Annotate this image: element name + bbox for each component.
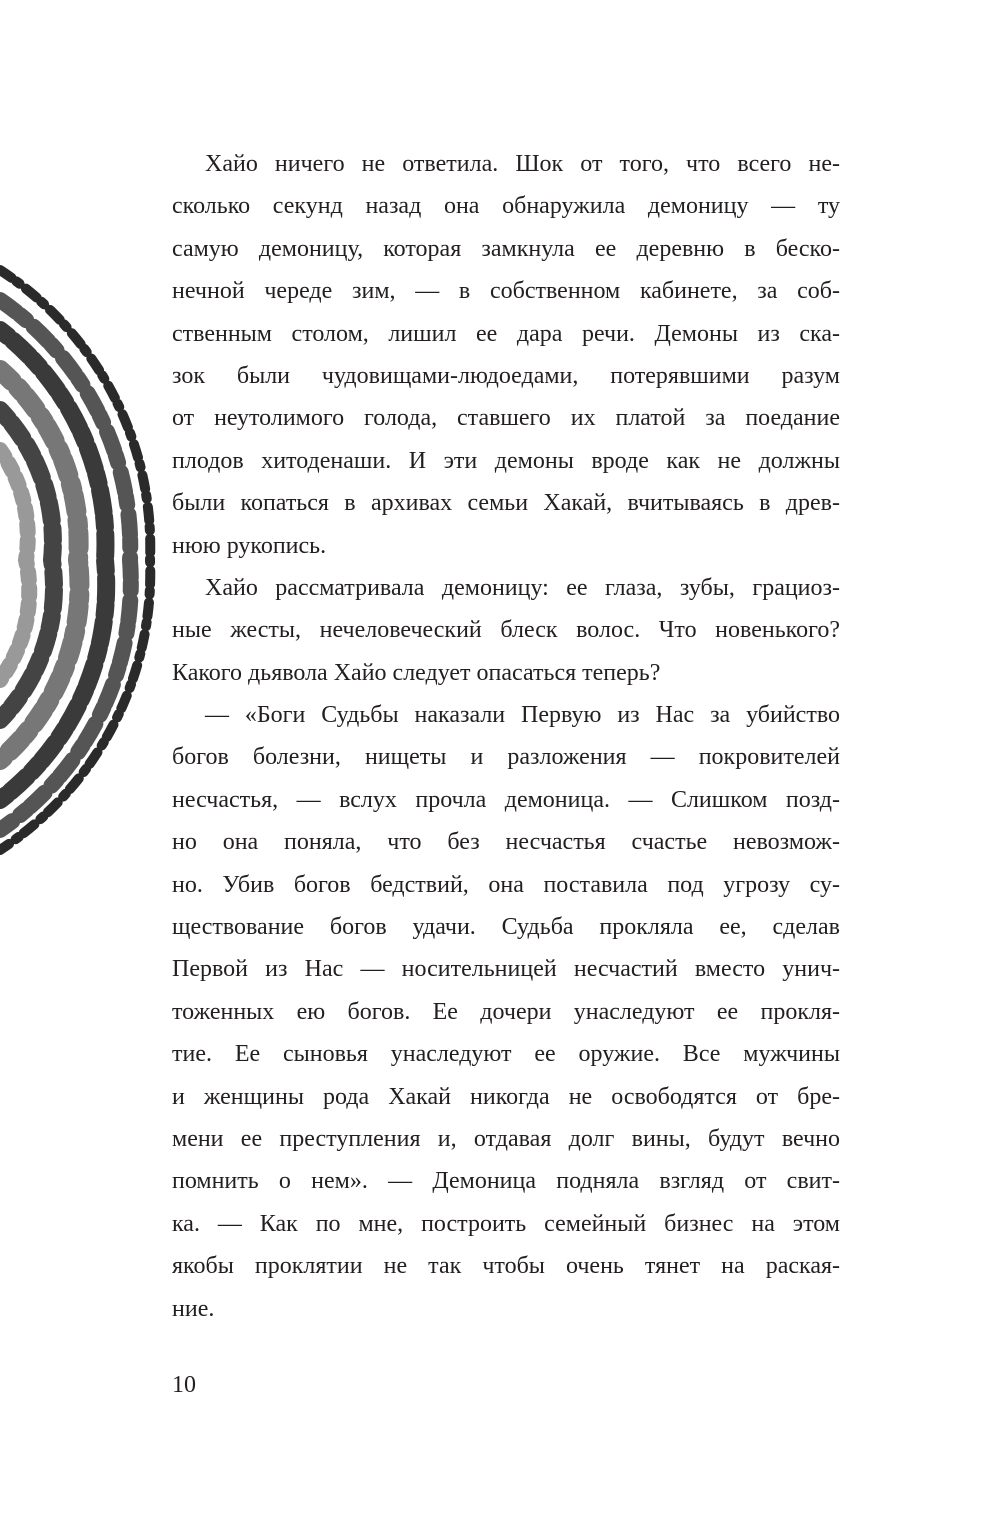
text-line: были копаться в архивах семьи Хакай, вчитываясь в древ-: [172, 490, 840, 517]
brush-circle-decoration: [0, 230, 170, 890]
text-line: зок были чудовищами-людоедами, потерявшими разум: [172, 362, 840, 389]
text-line: самую демоницу, которая замкнула ее деревню в беско-: [172, 235, 840, 262]
text-line: помнить о нем». — Демоница подняла взгляд от свит-: [172, 1168, 840, 1195]
paragraph: [172, 567, 840, 694]
text-line: нюю рукопись.: [172, 532, 327, 559]
paragraph: [172, 694, 840, 1330]
text-line: от неутолимого голода, ставшего их платой за поедание: [172, 405, 840, 432]
text-line: несчастья, — вслух прочла демоница. — Слишком позд-: [172, 786, 840, 813]
text-line: ка. — Как по мне, построить семейный бизнес на этом: [172, 1210, 840, 1237]
text-line: сколько секунд назад она обнаружила демоницу — ту: [172, 193, 840, 220]
text-line: ществование богов удачи. Судьба прокляла ее, сделав: [172, 914, 840, 941]
text-line: плодов хитоденаши. И эти демоны вроде как не должны: [172, 447, 840, 474]
text-line: и женщины рода Хакай никогда не освободятся от бре-: [172, 1083, 840, 1110]
text-line: но. Убив богов бедствий, она поставила под угрозу су-: [172, 871, 840, 898]
text-line: тие. Ее сыновья унаследуют ее оружие. Все мужчины: [172, 1041, 840, 1068]
text-line: — «Боги Судьбы наказали Первую из Нас за убийство: [205, 702, 840, 729]
text-line: Какого дьявола Хайо следует опасаться теперь?: [172, 659, 661, 686]
page-number: 10: [172, 1372, 196, 1398]
text-line: якобы проклятии не так чтобы очень тянет на раская-: [172, 1253, 840, 1280]
text-line: мени ее преступления и, отдавая долг вины, будут вечно: [172, 1125, 840, 1152]
text-line: Хайо ничего не ответила. Шок от того, что всего не-: [205, 151, 840, 177]
text-line: ные жесты, нечеловеческий блеск волос. Что новенького?: [172, 617, 840, 644]
text-line: Хайо рассматривала демоницу: ее глаза, зубы, грациоз-: [205, 574, 840, 601]
text-line: богов болезни, нищеты и разложения — покровителей: [172, 744, 840, 771]
text-line: Первой из Нас — носительницей несчастий вместо унич-: [172, 956, 840, 983]
text-line: нечной череде зим, — в собственном кабинете, за соб-: [172, 278, 840, 305]
text-line: тоженных ею богов. Ее дочери унаследуют ее прокля-: [172, 998, 840, 1025]
text-line: ние.: [172, 1295, 215, 1322]
paragraph: [172, 143, 840, 567]
text-line: но она поняла, что без несчастья счастье невозмож-: [172, 829, 840, 856]
body-text: [172, 143, 840, 1330]
text-line: ственным столом, лишил ее дара речи. Демоны из ска-: [172, 320, 840, 347]
